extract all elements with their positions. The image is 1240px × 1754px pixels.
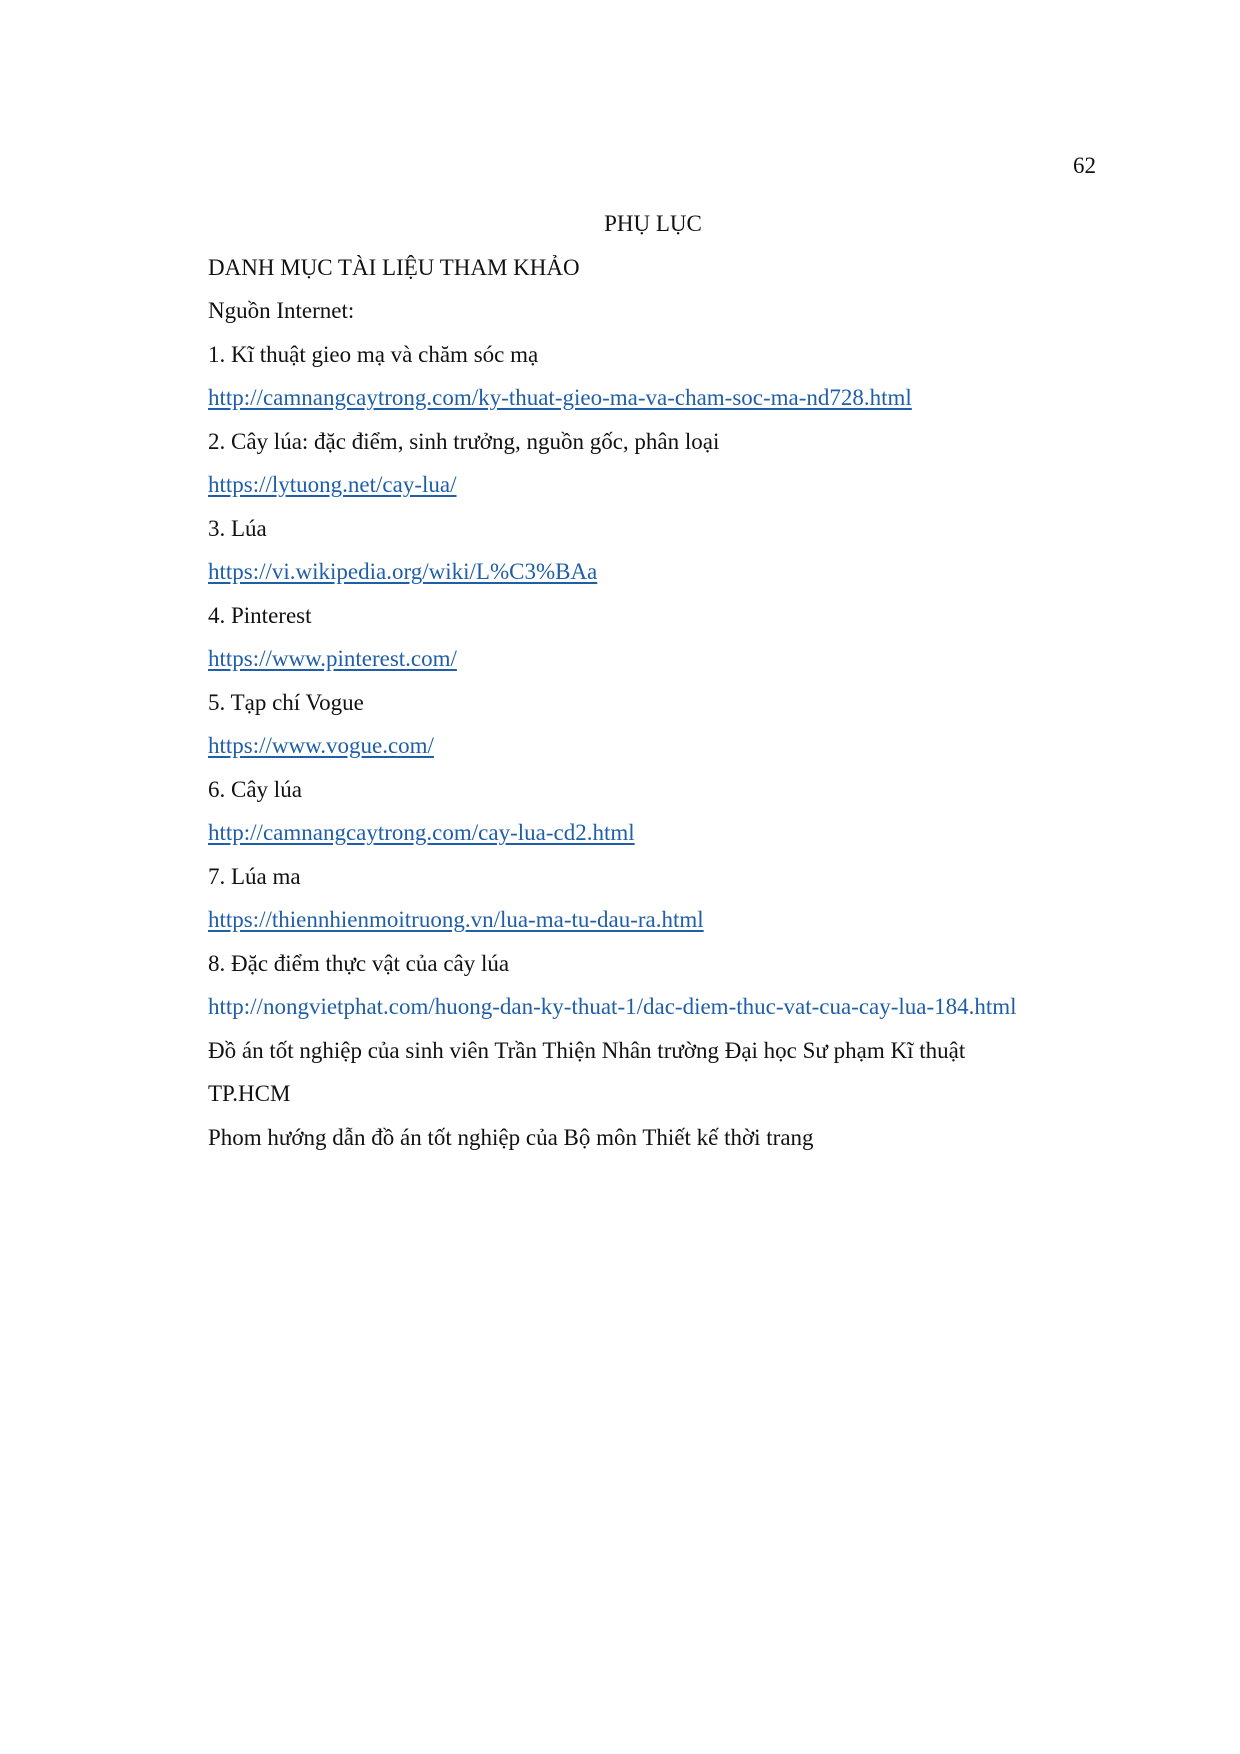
reference-link[interactable]: https://www.pinterest.com/	[208, 646, 457, 671]
reference-link-item	[208, 811, 1098, 855]
other-source-item: Đồ án tốt nghiệp của sinh viên Trần Thiện Nhân trường Đại học Sư phạm Kĩ thuật	[208, 1037, 966, 1063]
appendix-title: PHỤ LỤC	[604, 211, 702, 236]
reference-link[interactable]: https://lytuong.net/cay-lua/	[208, 472, 457, 497]
reference-link-item	[208, 985, 1098, 1029]
reference-title: 4. Pinterest	[208, 602, 312, 628]
other-source-item: TP.HCM	[208, 1081, 291, 1106]
reference-title: 7. Lúa ma	[208, 863, 301, 889]
section-title: DANH MỤC TÀI LIỆU THAM KHẢO	[208, 254, 580, 280]
reference-title: 6. Cây lúa	[208, 776, 302, 802]
page-number: 62	[1073, 153, 1096, 178]
reference-link[interactable]: https://vi.wikipedia.org/wiki/L%C3%BAa	[208, 559, 598, 584]
page-content	[208, 202, 1098, 1159]
reference-title: 8. Đặc điểm thực vật của cây lúa	[208, 950, 510, 976]
reference-list	[208, 333, 1098, 1029]
reference-title: 1. Kĩ thuật gieo mạ và chăm sóc mạ	[208, 341, 539, 367]
internet-heading: Nguồn Internet:	[208, 298, 355, 323]
reference-link[interactable]: http://camnangcaytrong.com/cay-lua-cd2.html	[208, 820, 635, 845]
reference-link-item	[208, 724, 1098, 768]
other-sources	[208, 1029, 1098, 1160]
other-source-item: Phom hướng dẫn đồ án tốt nghiệp của Bộ môn Thiết kế thời trang	[208, 1124, 814, 1150]
reference-link[interactable]: http://camnangcaytrong.com/ky-thuat-gieo-ma-va-cham-soc-ma-nd728.html	[208, 385, 912, 410]
reference-link-item	[208, 637, 1098, 681]
reference-link: http://nongvietphat.com/huong-dan-ky-thuat-1/dac-diem-thuc-vat-cua-cay-lua-184.html	[208, 994, 1017, 1019]
reference-title: 2. Cây lúa: đặc điểm, sinh trưởng, nguồn gốc, phân loại	[208, 428, 720, 454]
reference-link[interactable]: https://www.vogue.com/	[208, 733, 434, 758]
reference-title: 3. Lúa	[208, 515, 267, 541]
reference-link-item	[208, 376, 1098, 420]
reference-link-item	[208, 898, 1098, 942]
reference-title: 5. Tạp chí Vogue	[208, 689, 364, 715]
reference-link-item	[208, 463, 1098, 507]
reference-link-item	[208, 550, 1098, 594]
reference-link[interactable]: https://thiennhienmoitruong.vn/lua-ma-tu-dau-ra.html	[208, 907, 704, 932]
